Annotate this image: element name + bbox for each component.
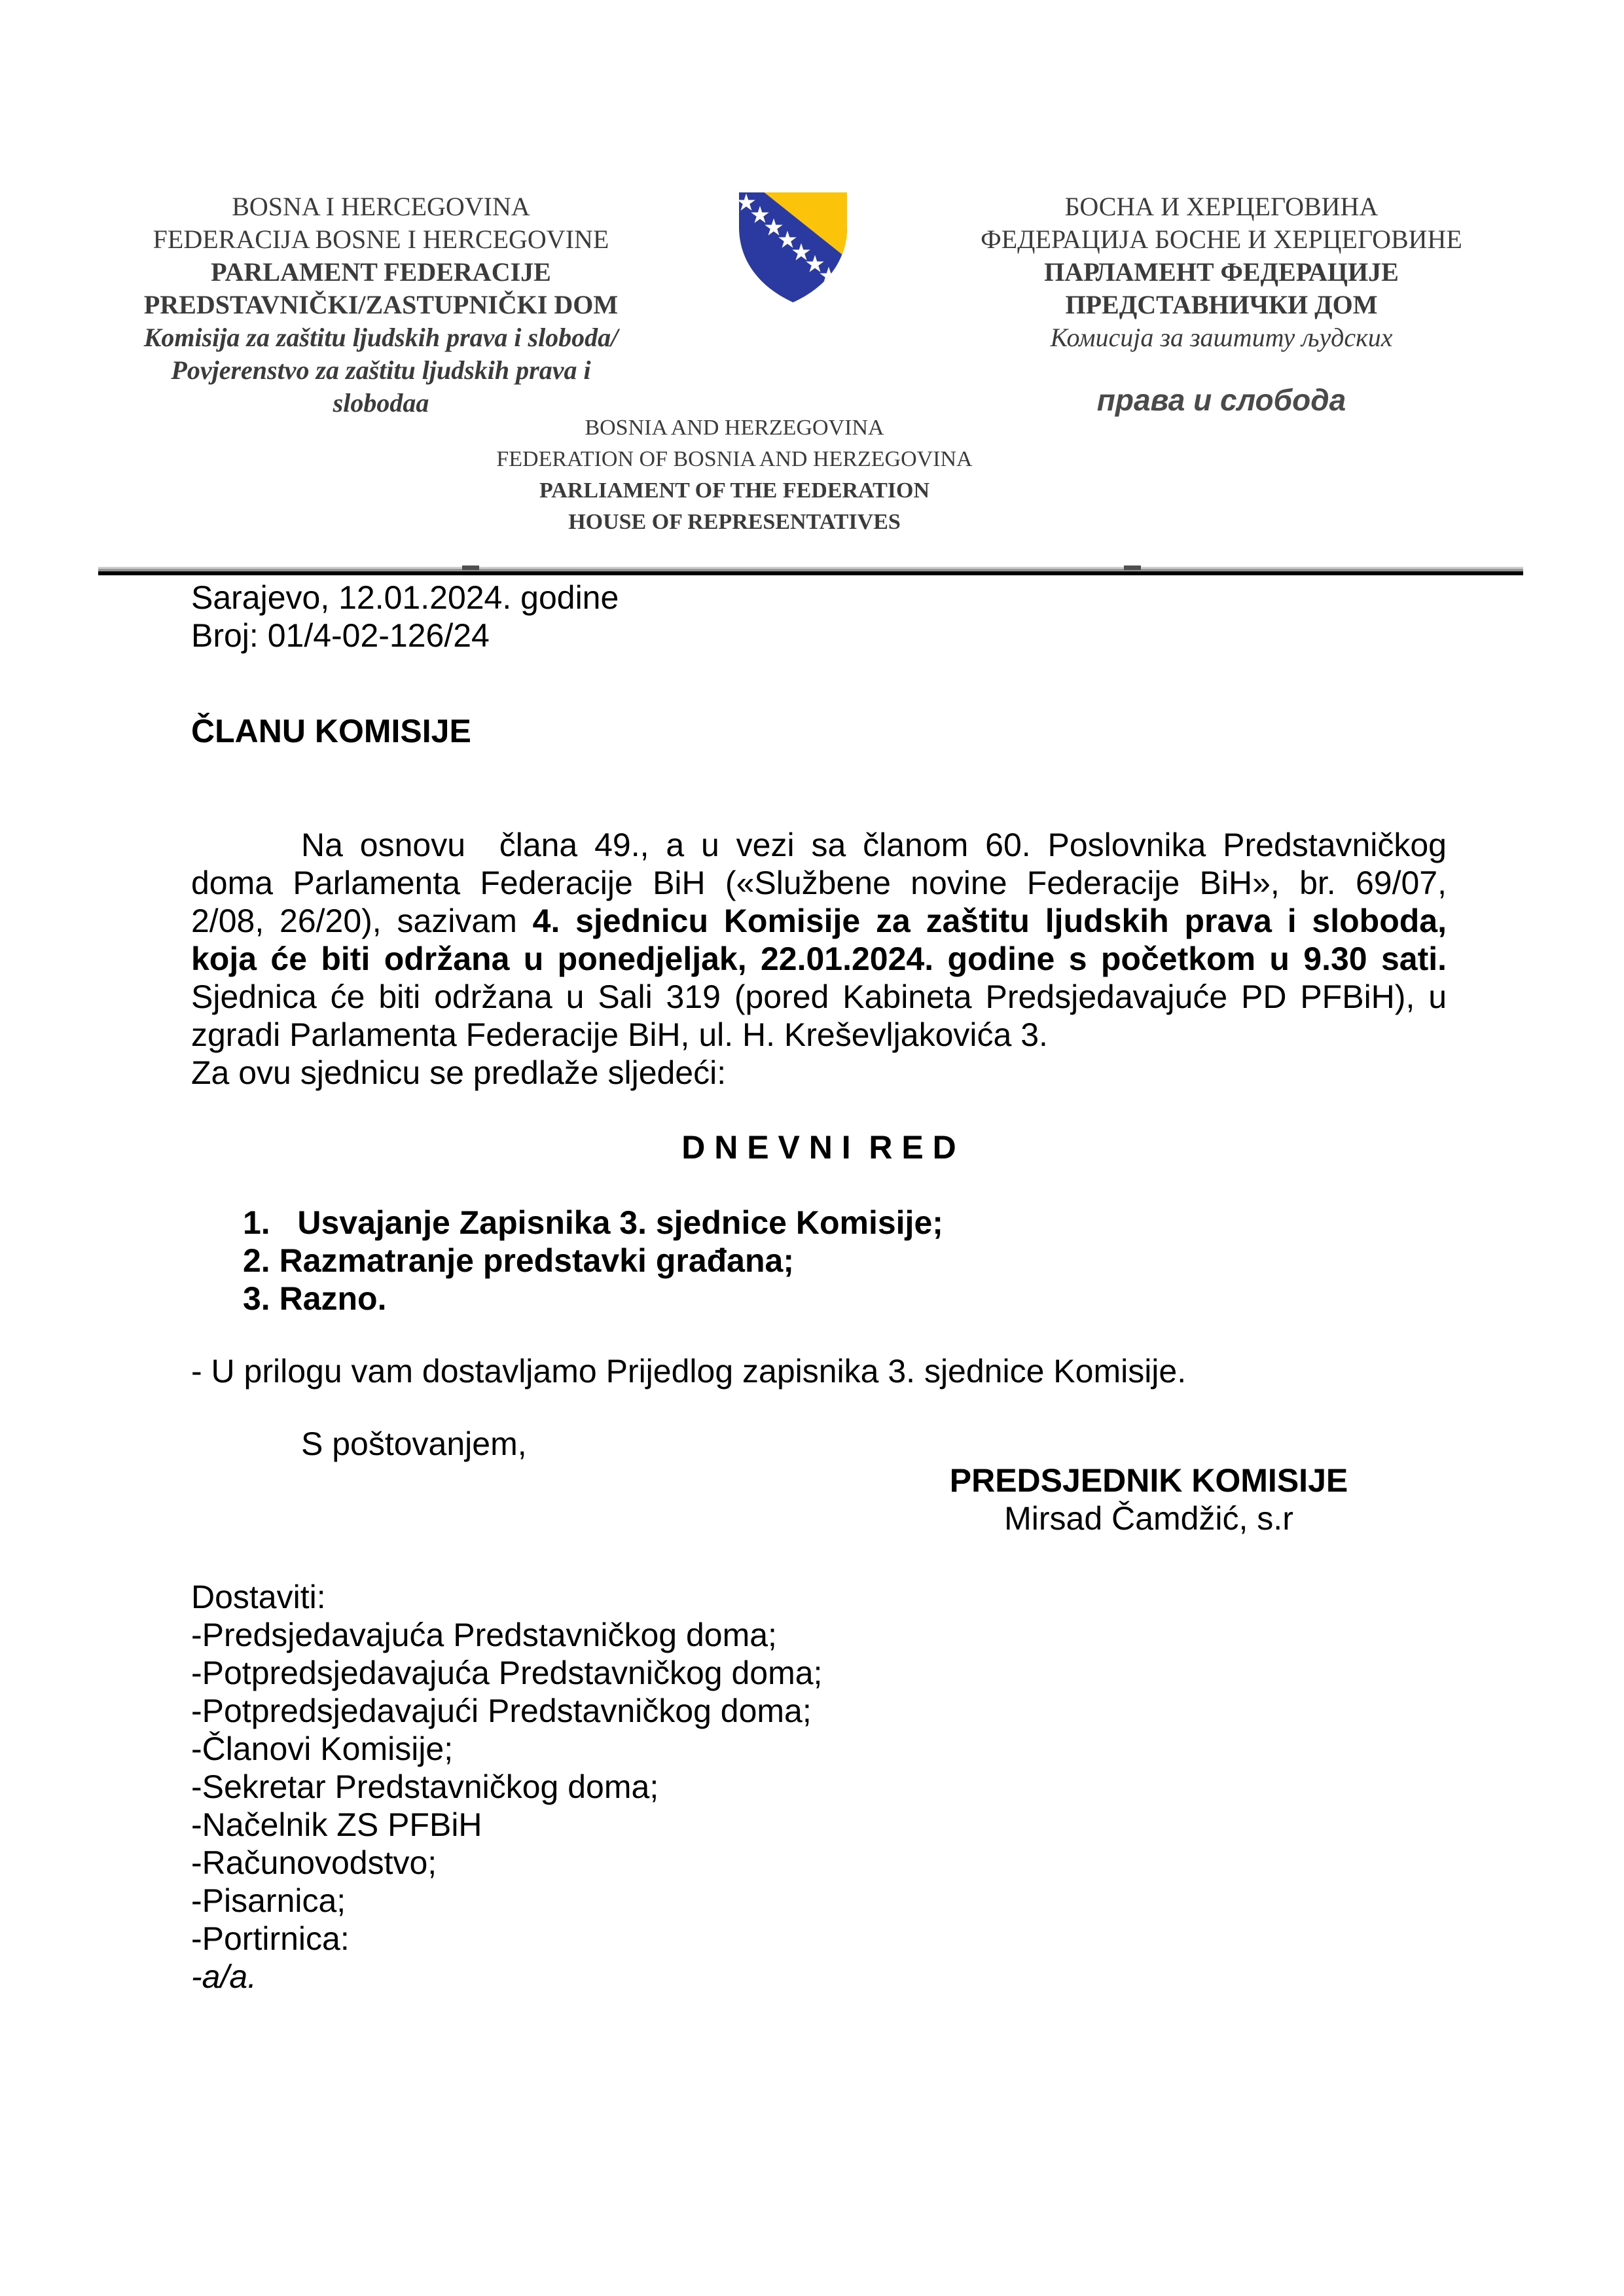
letterhead-slogan: права и слобода	[1096, 383, 1346, 417]
distribution-item: -Portirnica:	[191, 1920, 350, 1957]
letterhead-line: BOSNA I HERCEGOVINA	[232, 192, 530, 221]
letterhead-line: PARLIAMENT OF THE FEDERATION	[539, 478, 929, 503]
distribution-item: -Predsjedavajuća Predstavničkog doma;	[191, 1617, 777, 1653]
letterhead-line: Povjerenstvo za zaštitu ljudskih prava i	[171, 355, 591, 385]
distribution-item: -Potpredsjedavajući Predstavničkog doma;	[191, 1693, 812, 1729]
paragraph-line: doma Parlamenta Federacije BiH («Službene novine Federacije BiH», br. 69/07,	[191, 865, 1447, 901]
letterhead-line: HOUSE OF REPRESENTATIVES	[568, 510, 901, 534]
distribution-item: -Potpredsjedavajuća Predstavničkog doma;	[191, 1655, 823, 1691]
letterhead-line: PARLAMENT FEDERACIJE	[211, 257, 551, 287]
agenda-item: 3. Razno.	[243, 1280, 387, 1317]
letterhead-line: Komisija za zaštitu ljudskih prava i sloboda/	[143, 323, 619, 352]
letter-meta	[191, 579, 619, 655]
letterhead-line: FEDERATION OF BOSNIA AND HERZEGOVINA	[496, 447, 973, 471]
agenda-item: 2. Razmatranje predstavki građana;	[243, 1242, 794, 1279]
signature-block	[821, 1462, 1476, 1537]
agenda-title: D N E V N I R E D	[681, 1129, 956, 1166]
distribution-label: Dostaviti:	[191, 1579, 326, 1615]
salutation: S poštovanjem,	[301, 1426, 527, 1462]
paragraph-line: Sjednica će biti održana u Sali 319 (pored Kabineta Predsjedavajuće PD PFBiH), u	[191, 978, 1447, 1015]
letterhead-line: PREDSTAVNIČKI/ZASTUPNIČKI DOM	[143, 290, 619, 319]
letterhead-left-block	[103, 190, 659, 420]
distribution-item: -Sekretar Predstavničkog doma;	[191, 1768, 659, 1805]
distribution-list	[191, 1578, 822, 1996]
distribution-item: -a/a.	[191, 1958, 257, 1995]
divider-rule	[98, 567, 1523, 575]
letterhead-line: BOSNIA AND HERZEGOVINA	[585, 416, 884, 440]
distribution-item: -Načelnik ZS PFBiH	[191, 1806, 482, 1843]
distribution-item: -Članovi Komisije;	[191, 1731, 454, 1767]
place-date-line: Sarajevo, 12.01.2024. godine	[191, 579, 619, 616]
signature-title: PREDSJEDNIK KOMISIJE	[949, 1462, 1348, 1499]
letterhead-right-block	[960, 190, 1483, 416]
letterhead-line: Комисија за заштиту људских	[1050, 323, 1393, 352]
intro-paragraph	[191, 826, 1447, 1054]
letterhead-line: slobodaa	[333, 388, 429, 418]
signature-name: Mirsad Čamdžić, s.r	[1004, 1500, 1293, 1537]
recipient-heading: ČLANU KOMISIJE	[191, 713, 471, 749]
bih-coat-of-arms-icon	[736, 191, 850, 304]
paragraph-line	[191, 902, 1447, 940]
distribution-item: -Pisarnica;	[191, 1882, 346, 1919]
rule-mark	[1124, 565, 1141, 570]
paragraph-line: Na osnovu člana 49., a u vezi sa članom 60. Poslovnika Predstavničkog	[301, 827, 1447, 863]
letterhead-line: ПРЕДСТАВНИЧКИ ДОМ	[1065, 290, 1378, 319]
paragraph-line: zgradi Parlamenta Federacije BiH, ul. H. Kreševljakovića 3.	[191, 1016, 1048, 1053]
letterhead-line: ФЕДЕРАЦИЈА БОСНЕ И ХЕРЦЕГОВИНЕ	[981, 224, 1462, 254]
letterhead-english-block	[440, 412, 1029, 538]
proposal-line: Za ovu sjednicu se predlaže sljedeći:	[191, 1054, 727, 1091]
paragraph-line: koja će biti održana u ponedjeljak, 22.01.2024. godine s početkom u 9.30 sati.	[191, 941, 1447, 977]
agenda-list	[243, 1204, 943, 1318]
attachment-note: - U prilogu vam dostavljamo Prijedlog zapisnika 3. sjednice Komisije.	[191, 1353, 1187, 1390]
letterhead-line: БОСНА И ХЕРЦЕГОВИНА	[1064, 192, 1379, 221]
reference-number-line: Broj: 01/4-02-126/24	[191, 617, 490, 654]
rule-mark	[462, 565, 479, 570]
paragraph-segment: 2/08, 26/20), sazivam	[191, 903, 533, 939]
paragraph-segment-bold: 4. sjednicu Komisije za zaštitu ljudskih prava i sloboda,	[532, 903, 1447, 939]
letterhead-line: ПАРЛАМЕНТ ФЕДЕРАЦИЈЕ	[1044, 257, 1399, 287]
letterhead-line: FEDERACIJA BOSNE I HERCEGOVINE	[153, 224, 609, 254]
distribution-item: -Računovodstvo;	[191, 1844, 437, 1881]
agenda-item: 1. Usvajanje Zapisnika 3. sjednice Komisije;	[243, 1204, 943, 1241]
